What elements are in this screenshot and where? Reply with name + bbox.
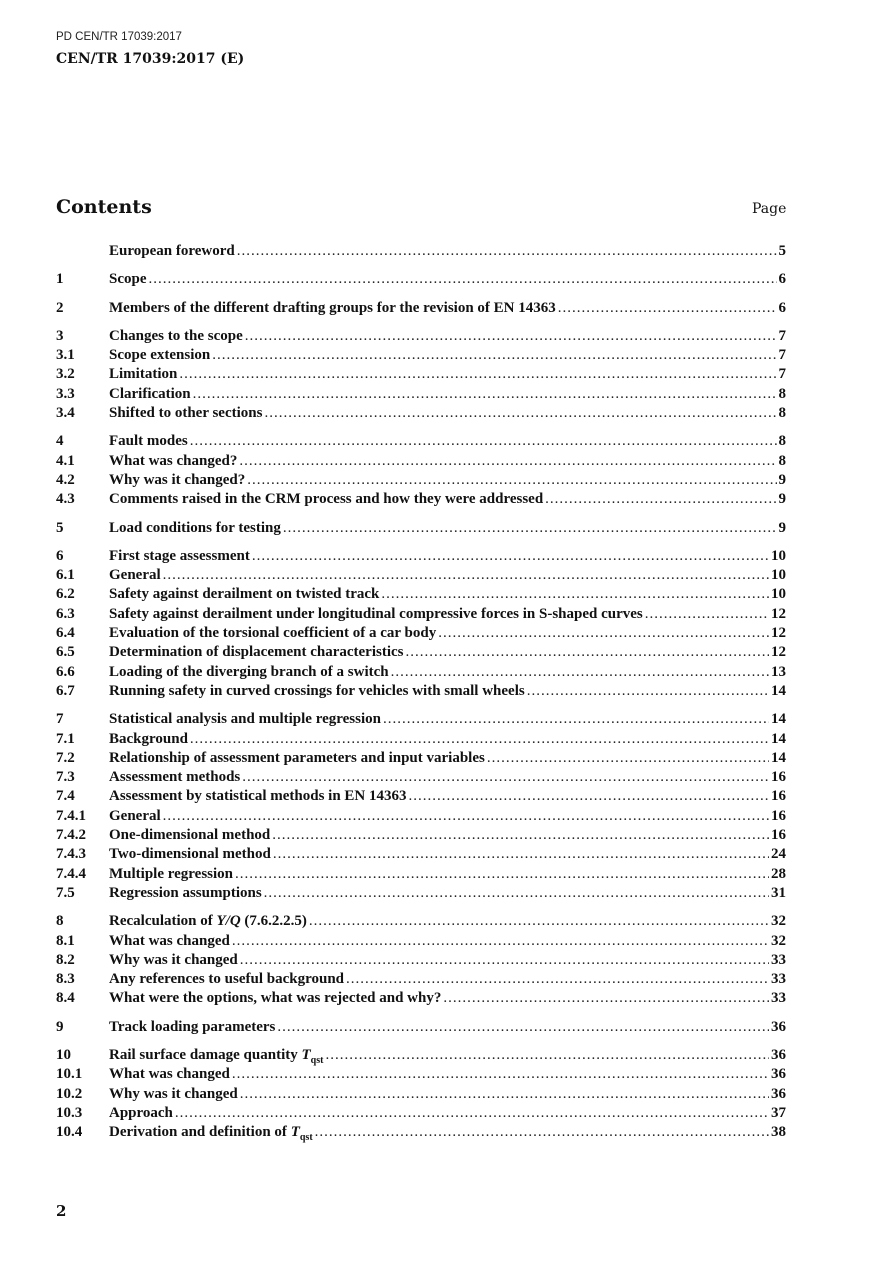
toc-dot-leader — [383, 710, 769, 729]
toc-entry-number: 7.4 — [56, 788, 75, 805]
toc-entry-title: Running safety in curved crossings for vehicles with small wheels — [109, 682, 525, 699]
toc-entry-page: 36 — [771, 1018, 786, 1035]
toc-entry[interactable] — [56, 270, 786, 289]
toc-entry-page: 8 — [778, 405, 786, 422]
toc-dot-leader — [409, 787, 769, 806]
toc-entry[interactable] — [56, 299, 786, 318]
toc-dot-leader — [443, 989, 769, 1008]
toc-entry-number: 10.3 — [56, 1104, 83, 1121]
toc-entry-page: 10 — [771, 586, 786, 603]
toc-entry[interactable] — [56, 547, 786, 566]
toc-entry-title: Changes to the scope — [109, 327, 243, 344]
toc-entry[interactable] — [56, 787, 786, 806]
toc-entry[interactable] — [56, 865, 786, 884]
toc-entry-title: Track loading parameters — [109, 1018, 276, 1035]
toc-entry[interactable] — [56, 1065, 786, 1084]
toc-entry-title: Relationship of assessment parameters and input variables — [109, 749, 485, 766]
toc-entry-number: 8.1 — [56, 932, 75, 949]
toc-entry-page: 9 — [778, 519, 786, 536]
toc-entry-title-text: Rail surface damage quantity — [109, 1046, 302, 1063]
toc-entry-title: Safety against derailment under longitudinal compressive forces in S-shaped curves — [109, 605, 643, 622]
toc-entry[interactable] — [56, 385, 786, 404]
toc-entry-number: 2 — [56, 299, 64, 316]
toc-entry-number: 4.2 — [56, 471, 75, 488]
toc-entry[interactable] — [56, 624, 786, 643]
toc-entry-number: 1 — [56, 271, 64, 288]
toc-entry-number: 10 — [56, 1046, 71, 1063]
toc-entry-number: 6.6 — [56, 663, 75, 680]
toc-entry[interactable] — [56, 365, 786, 384]
document-id: PD CEN/TR 17039:2017 — [56, 31, 182, 43]
toc-entry-title: Why was it changed — [109, 1085, 238, 1102]
toc-entry-title-text: Derivation and definition of — [109, 1124, 291, 1141]
toc-entry[interactable] — [56, 989, 786, 1008]
toc-dot-leader — [273, 845, 769, 864]
toc-entry-title: General — [109, 567, 161, 584]
toc-entry[interactable] — [56, 1046, 786, 1065]
toc-dot-leader — [190, 432, 777, 451]
toc-entry-page: 10 — [771, 567, 786, 584]
toc-entry[interactable] — [56, 490, 786, 509]
toc-entry[interactable] — [56, 1018, 786, 1037]
toc-entry-title: General — [109, 807, 161, 824]
toc-entry[interactable] — [56, 585, 786, 604]
toc-entry-title: European foreword — [109, 243, 235, 259]
toc-entry-title: Comments raised in the CRM process and how they were addressed — [109, 491, 544, 508]
toc-dot-leader — [163, 566, 769, 585]
toc-entry-title: What was changed? — [109, 452, 238, 469]
toc-entry-title: Assessment methods — [109, 769, 241, 786]
toc-entry-number: 3.1 — [56, 347, 75, 364]
toc-entry-number: 7.3 — [56, 769, 75, 786]
toc-entry-page: 36 — [771, 1085, 786, 1102]
toc-entry-page: 10 — [771, 547, 786, 564]
toc-entry-number: 3.3 — [56, 385, 75, 402]
toc-dot-leader — [235, 865, 769, 884]
toc-entry[interactable] — [56, 327, 786, 346]
toc-entry-title: Why was it changed? — [109, 471, 246, 488]
toc-entry-number: 7.2 — [56, 749, 75, 766]
toc-entry-title: Shifted to other sections — [109, 405, 263, 422]
toc-entry-symbol: T — [290, 1124, 300, 1141]
toc-entry[interactable] — [56, 730, 786, 749]
toc-entry-number: 6.1 — [56, 567, 75, 584]
toc-entry-title — [109, 912, 307, 931]
toc-dot-leader — [645, 605, 769, 624]
toc-entry[interactable] — [56, 1085, 786, 1104]
toc-entry-number: 4.1 — [56, 452, 75, 469]
toc-entry[interactable] — [56, 749, 786, 768]
toc-entry-page: 36 — [771, 1066, 786, 1083]
toc-entry-symbol: T — [301, 1046, 311, 1063]
toc-entry-page: 32 — [771, 913, 786, 930]
toc-entry-number: 3.2 — [56, 366, 75, 383]
toc-dot-leader — [212, 346, 776, 365]
toc-entry-page: 12 — [771, 625, 786, 642]
toc-entry-title: Load conditions for testing — [109, 519, 281, 536]
toc-entry[interactable] — [56, 807, 786, 826]
toc-dot-leader — [406, 643, 769, 662]
toc-dot-leader — [239, 452, 776, 471]
toc-entry-page: 16 — [771, 827, 786, 844]
toc-entry-page: 36 — [771, 1046, 786, 1063]
toc-entry-title: Scope — [109, 271, 147, 288]
toc-dot-leader — [175, 1104, 769, 1123]
toc-entry-title: First stage assessment — [109, 547, 250, 564]
toc-entry-number: 3.4 — [56, 405, 75, 422]
toc-entry-title: Multiple regression — [109, 865, 234, 882]
toc-dot-leader — [527, 682, 769, 701]
toc-entry-number: 7.1 — [56, 730, 75, 747]
toc-entry-number: 6.4 — [56, 625, 75, 642]
toc-entry-title: Scope extension — [109, 347, 211, 364]
toc-entry-number: 8 — [56, 913, 64, 930]
toc-entry-page: 24 — [771, 846, 786, 863]
toc-dot-leader — [179, 365, 776, 384]
toc-entry[interactable] — [56, 932, 786, 951]
toc-dot-leader — [487, 749, 769, 768]
toc-entry-number: 4.3 — [56, 491, 75, 508]
toc-dot-leader — [325, 1046, 769, 1065]
toc-entry[interactable] — [56, 346, 786, 365]
toc-entry-symbol-subscript: qst — [299, 1132, 313, 1144]
toc-entry-page: 12 — [771, 644, 786, 661]
toc-entry-number: 9 — [56, 1018, 64, 1035]
toc-entry-page: 8 — [778, 433, 786, 450]
toc-dot-leader — [309, 912, 769, 931]
toc-entry-page: 31 — [771, 884, 786, 901]
toc-entry-page: 6 — [778, 299, 786, 316]
toc-entry-title: Loading of the diverging branch of a switch — [109, 663, 389, 680]
toc-dot-leader — [277, 1018, 769, 1037]
toc-entry-title: Limitation — [109, 366, 178, 383]
toc-entry-number: 10.1 — [56, 1066, 83, 1083]
toc-entry-title: Approach — [109, 1104, 173, 1121]
toc-dot-leader — [315, 1123, 769, 1142]
toc-entry-title: Evaluation of the torsional coefficient of a car body — [109, 625, 437, 642]
toc-dot-leader — [558, 299, 777, 318]
toc-entry-number: 6.3 — [56, 605, 75, 622]
toc-entry-page: 9 — [778, 471, 786, 488]
toc-dot-leader — [381, 585, 769, 604]
toc-dot-leader — [545, 490, 776, 509]
toc-entry-page: 32 — [771, 932, 786, 949]
toc-entry-page: 8 — [778, 452, 786, 469]
toc-entry-page: 14 — [771, 682, 786, 699]
toc-entry-title: Fault modes — [109, 433, 188, 450]
toc-entry-page: 5 — [778, 243, 786, 259]
toc-entry[interactable] — [56, 845, 786, 864]
toc-entry-page: 13 — [771, 663, 786, 680]
toc-entry-title: Safety against derailment on twisted track — [109, 586, 380, 603]
toc-entry-number: 6 — [56, 547, 64, 564]
toc-entry[interactable] — [56, 884, 786, 903]
toc-entry-number: 4 — [56, 433, 64, 450]
toc-entry-page: 14 — [771, 711, 786, 728]
toc-entry-title — [109, 1123, 313, 1147]
toc-entry[interactable] — [56, 643, 786, 662]
toc-entry-page: 12 — [771, 605, 786, 622]
toc-entry-title: Why was it changed — [109, 951, 238, 968]
toc-entry[interactable] — [56, 912, 786, 931]
toc-entry-page: 28 — [771, 865, 786, 882]
toc-entry-title-suffix: (7.6.2.2.5) — [240, 913, 307, 930]
toc-entry-page: 7 — [778, 327, 786, 344]
toc-dot-leader — [232, 1065, 769, 1084]
toc-entry-page: 37 — [771, 1104, 786, 1121]
toc-entry-page: 16 — [771, 807, 786, 824]
toc-entry-title: Statistical analysis and multiple regression — [109, 711, 381, 728]
toc-dot-leader — [242, 768, 769, 787]
toc-entry-symbol-subscript: qst — [310, 1054, 324, 1066]
toc-entry-page: 16 — [771, 788, 786, 805]
toc-entry-number: 6.7 — [56, 682, 75, 699]
toc-entry-title: What was changed — [109, 1066, 230, 1083]
toc-entry[interactable] — [56, 663, 786, 682]
toc-entry-page: 14 — [771, 730, 786, 747]
toc-entry-page: 9 — [778, 491, 786, 508]
toc-entry-page: 38 — [771, 1124, 786, 1141]
toc-entry[interactable] — [56, 951, 786, 970]
toc-entry-number: 7.5 — [56, 884, 75, 901]
toc-entry[interactable] — [56, 768, 786, 787]
toc-entry-number: 7.4.1 — [56, 807, 86, 824]
toc-dot-leader — [438, 624, 769, 643]
toc-entry-title: One-dimensional method — [109, 827, 271, 844]
toc-entry-number: 7.4.3 — [56, 846, 86, 863]
toc-entry[interactable] — [56, 432, 786, 451]
page-number: 2 — [56, 1202, 67, 1220]
toc-entry-page: 8 — [778, 385, 786, 402]
toc-entry[interactable] — [56, 826, 786, 845]
toc-entry[interactable] — [56, 970, 786, 989]
toc-dot-leader — [391, 663, 769, 682]
toc-entry-page: 6 — [778, 271, 786, 288]
toc-dot-leader — [346, 970, 769, 989]
toc-entry[interactable] — [56, 471, 786, 490]
toc-dot-leader — [240, 951, 769, 970]
toc-entry-title: What were the options, what was rejected and why? — [109, 990, 442, 1007]
toc-entry-number: 10.2 — [56, 1085, 83, 1102]
toc-entry-title: Regression assumptions — [109, 884, 262, 901]
toc-entry-title: What was changed — [109, 932, 230, 949]
toc-dot-leader — [190, 730, 769, 749]
toc-entry[interactable] — [56, 242, 786, 261]
toc-dot-leader — [252, 547, 769, 566]
toc-entry[interactable] — [56, 566, 786, 585]
toc-entry-number: 8.2 — [56, 951, 75, 968]
toc-entry[interactable] — [56, 1104, 786, 1123]
toc-entry-title: Any references to useful background — [109, 971, 345, 988]
toc-entry-page: 33 — [771, 971, 786, 988]
toc-entry-number: 8.3 — [56, 971, 75, 988]
toc-dot-leader — [245, 327, 777, 346]
toc-dot-leader — [149, 270, 777, 289]
toc-dot-leader — [193, 385, 777, 404]
toc-entry-number: 6.5 — [56, 644, 75, 661]
toc-dot-leader — [272, 826, 769, 845]
toc-entry-number: 6.2 — [56, 586, 75, 603]
toc-entry-number: 7.4.4 — [56, 865, 86, 882]
toc-dot-leader — [237, 242, 777, 261]
toc-entry-title: Background — [109, 730, 188, 747]
toc-dot-leader — [264, 884, 769, 903]
toc-entry[interactable] — [56, 1123, 786, 1142]
toc-dot-leader — [247, 471, 776, 490]
toc-dot-leader — [163, 807, 769, 826]
toc-entry-number: 10.4 — [56, 1124, 83, 1141]
table-of-contents — [56, 242, 786, 1142]
toc-entry-page: 16 — [771, 769, 786, 786]
toc-entry-number: 3 — [56, 327, 64, 344]
toc-entry-page: 14 — [771, 749, 786, 766]
document-standard-id: CEN/TR 17039:2017 (E) — [56, 51, 245, 67]
toc-entry-page: 7 — [778, 347, 786, 364]
toc-entry[interactable] — [56, 404, 786, 423]
toc-entry-page: 33 — [771, 951, 786, 968]
toc-entry-number: 8.4 — [56, 990, 75, 1007]
toc-entry-title: Determination of displacement characteristics — [109, 644, 404, 661]
toc-entry-number: 7 — [56, 711, 64, 728]
toc-entry-page: 33 — [771, 990, 786, 1007]
toc-dot-leader — [240, 1085, 769, 1104]
contents-heading: Contents — [56, 196, 152, 218]
toc-entry-title: Assessment by statistical methods in EN 14363 — [109, 788, 407, 805]
toc-dot-leader — [232, 932, 769, 951]
page-column-heading: Page — [752, 201, 787, 217]
toc-entry[interactable] — [56, 519, 786, 538]
toc-dot-leader — [264, 404, 776, 423]
toc-entry-page: 7 — [778, 366, 786, 383]
toc-entry[interactable] — [56, 452, 786, 471]
toc-entry-title: Two-dimensional method — [109, 846, 271, 863]
toc-entry-title-text: Recalculation of — [109, 913, 217, 930]
toc-dot-leader — [283, 519, 777, 538]
toc-entry[interactable] — [56, 682, 786, 701]
toc-entry-title: Members of the different drafting groups for the revision of EN 14363 — [109, 299, 556, 316]
toc-entry-symbol: Y/Q — [216, 913, 241, 930]
toc-entry-number: 5 — [56, 519, 64, 536]
toc-entry[interactable] — [56, 605, 786, 624]
toc-entry[interactable] — [56, 710, 786, 729]
toc-entry-number: 7.4.2 — [56, 827, 86, 844]
toc-entry-title: Clarification — [109, 385, 191, 402]
